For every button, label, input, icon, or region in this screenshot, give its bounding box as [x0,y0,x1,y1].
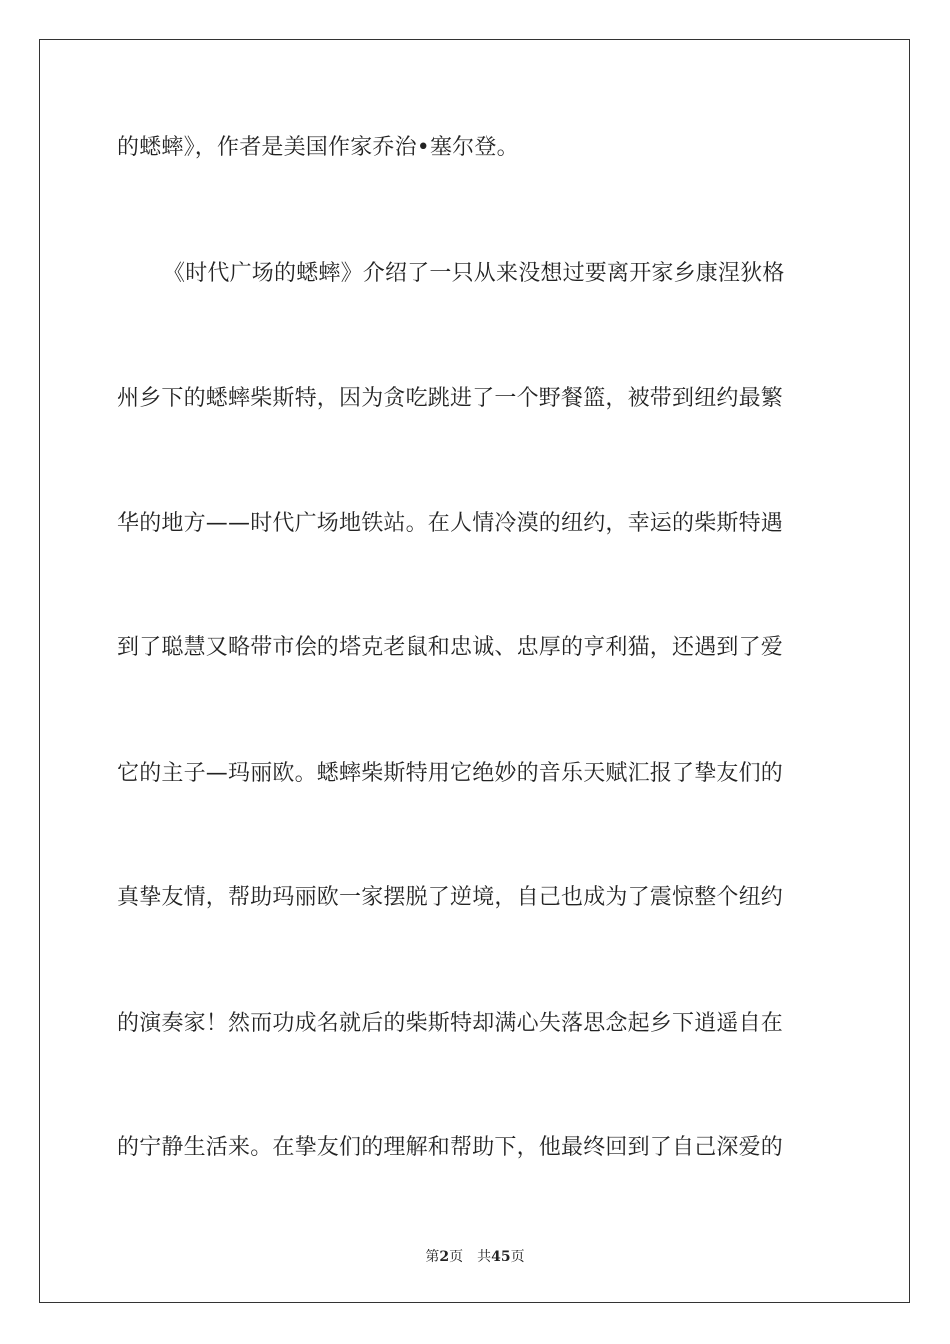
text-line: 真挚友情，帮助玛丽欧一家摆脱了逆境，自己也成为了震惊整个纽约 [117,885,784,910]
text-line: 的蟋蟀》，作者是美国作家乔治•塞尔登。 [117,135,519,160]
text-line: 的演奏家！然而功成名就后的柴斯特却满心失落思念起乡下逍遥自在 [117,1011,784,1036]
total-prefix: 共 [477,1249,492,1265]
total-suffix: 页 [510,1249,525,1265]
text-line: 《时代广场的蟋蟀》介绍了一只从来没想过要离开家乡康涅狄格 [163,261,785,286]
current-page-number: 2 [439,1249,450,1265]
text-line: 到了聪慧又略带市侩的塔克老鼠和忠诚、忠厚的亨利猫，还遇到了爱 [117,635,784,660]
text-line: 华的地方——时代广场地铁站。在人情冷漠的纽约，幸运的柴斯特遇 [117,511,784,536]
page-suffix: 页 [449,1249,464,1265]
page-prefix: 第 [425,1249,440,1265]
text-line: 州乡下的蟋蟀柴斯特，因为贪吃跳进了一个野餐篮，被带到纽约最繁 [117,386,784,411]
text-line: 的宁静生活来。在挚友们的理解和帮助下，他最终回到了自己深爱的 [117,1135,784,1160]
page-footer [0,1248,950,1266]
text-line: 它的主子—玛丽欧。蟋蟀柴斯特用它绝妙的音乐天赋汇报了挚友们的 [117,761,784,786]
total-page-count: 45 [491,1249,511,1265]
